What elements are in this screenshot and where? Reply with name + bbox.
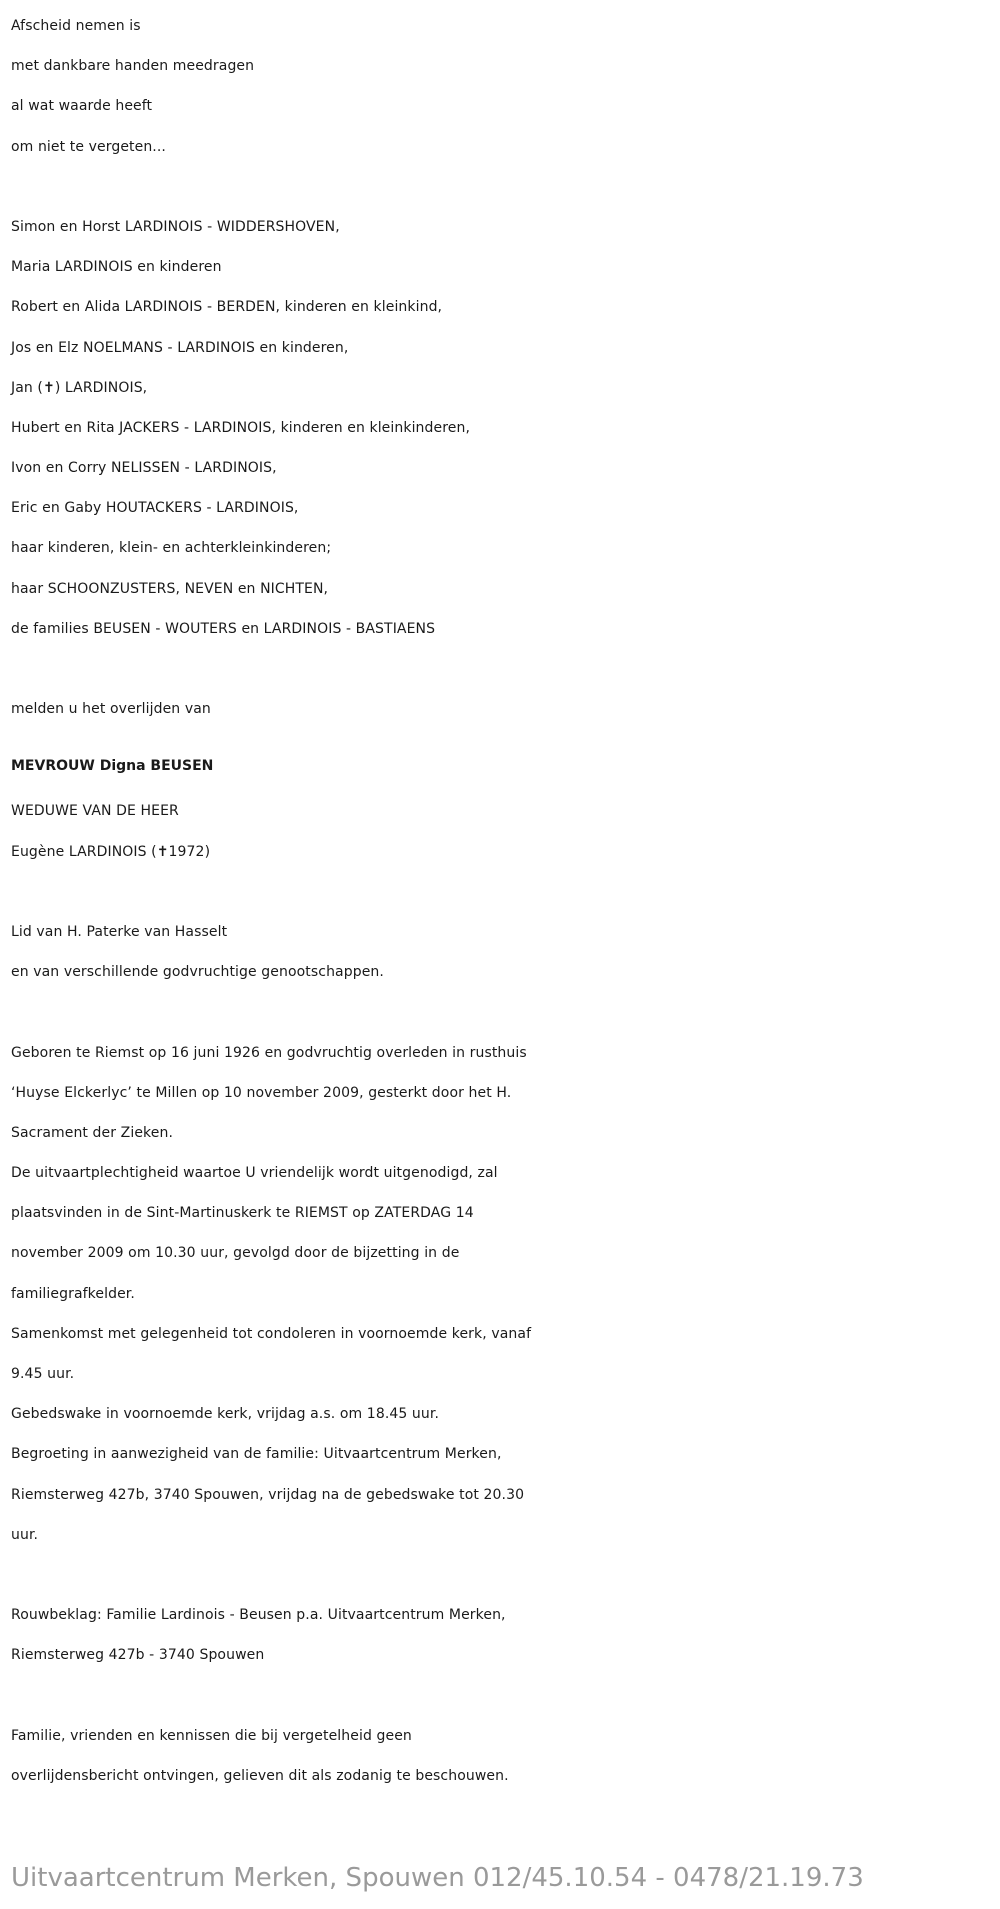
family-line: Robert en Alida LARDINOIS - BERDEN, kinderen en kleinkind, bbox=[11, 299, 443, 316]
membership-line: en van verschillende godvruchtige genootschappen. bbox=[11, 964, 384, 981]
membership-line: Lid van H. Paterke van Hasselt bbox=[11, 923, 228, 940]
family-line: haar SCHOONZUSTERS, NEVEN en NICHTEN, bbox=[11, 580, 329, 597]
family-line: Jan (✝) LARDINOIS, bbox=[11, 379, 148, 396]
condolence-line: Riemsterweg 427b - 3740 Spouwen bbox=[11, 1647, 265, 1664]
family-line: Simon en Horst LARDINOIS - WIDDERSHOVEN, bbox=[11, 218, 340, 235]
details-line: Sacrament der Zieken. bbox=[11, 1124, 174, 1141]
notice-line: overlijdensbericht ontvingen, gelieven dit als zodanig te beschouwen. bbox=[11, 1767, 509, 1784]
notice-block bbox=[11, 1716, 996, 1796]
condolence-block bbox=[11, 1595, 996, 1675]
notice-line: Familie, vrienden en kennissen die bij vergetelheid geen bbox=[11, 1727, 412, 1744]
details-block bbox=[11, 1033, 996, 1555]
details-line: Samenkomst met gelegenheid tot condoleren in voornoemde kerk, vanaf bbox=[11, 1325, 532, 1342]
details-line: 9.45 uur. bbox=[11, 1366, 75, 1382]
family-line: Maria LARDINOIS en kinderen bbox=[11, 259, 222, 276]
spacer bbox=[11, 1676, 996, 1716]
family-line: Eric en Gaby HOUTACKERS - LARDINOIS, bbox=[11, 500, 299, 517]
family-line: Ivon en Corry NELISSEN - LARDINOIS, bbox=[11, 460, 277, 477]
details-line: De uitvaartplechtigheid waartoe U vriendelijk wordt uitgenodigd, zal bbox=[11, 1165, 498, 1182]
spacer bbox=[11, 167, 996, 207]
spacer bbox=[11, 649, 996, 689]
poem-block bbox=[11, 6, 996, 167]
details-line: Geboren te Riemst op 16 juni 1926 en godvruchtig overleden in rusthuis bbox=[11, 1044, 527, 1061]
poem-line: met dankbare handen meedragen bbox=[11, 58, 255, 75]
announcement-text: melden u het overlijden van bbox=[11, 701, 211, 718]
family-line: de families BEUSEN - WOUTERS en LARDINOIS - BASTIAENS bbox=[11, 620, 436, 637]
membership-block bbox=[11, 912, 996, 992]
family-line: Hubert en Rita JACKERS - LARDINOIS, kinderen en kleinkinderen, bbox=[11, 419, 471, 436]
poem-line: al wat waarde heeft bbox=[11, 98, 153, 115]
spacer bbox=[11, 992, 996, 1032]
details-line: Begroeting in aanwezigheid van de familie: Uitvaartcentrum Merken, bbox=[11, 1446, 502, 1463]
obituary-notice bbox=[11, 6, 996, 1796]
details-line: Gebedswake in voornoemde kerk, vrijdag a.s. om 18.45 uur. bbox=[11, 1406, 440, 1423]
spouse-line: Eugène LARDINOIS (✝1972) bbox=[11, 843, 211, 860]
details-line: ‘Huyse Elckerlyc’ te Millen op 10 november 2009, gesterkt door het H. bbox=[11, 1084, 512, 1101]
spacer bbox=[11, 872, 996, 912]
family-line: Jos en Elz NOELMANS - LARDINOIS en kinderen, bbox=[11, 339, 349, 356]
details-line: familiegrafkelder. bbox=[11, 1285, 135, 1302]
details-line: plaatsvinden in de Sint-Martinuskerk te RIEMST op ZATERDAG 14 bbox=[11, 1205, 474, 1222]
deceased-name: MEVROUW Digna BEUSEN bbox=[11, 758, 214, 775]
family-line: haar kinderen, klein- en achterkleinkinderen; bbox=[11, 540, 332, 557]
spacer bbox=[11, 1555, 996, 1595]
widow-line: WEDUWE VAN DE HEER bbox=[11, 803, 179, 820]
details-line: Riemsterweg 427b, 3740 Spouwen, vrijdag na de gebedswake tot 20.30 bbox=[11, 1486, 525, 1503]
poem-line: om niet te vergeten... bbox=[11, 138, 166, 155]
details-line: uur. bbox=[11, 1526, 39, 1543]
details-line: november 2009 om 10.30 uur, gevolgd door de bijzetting in de bbox=[11, 1245, 460, 1262]
poem-line: Afscheid nemen is bbox=[11, 18, 141, 34]
funeral-home-footer: Uitvaartcentrum Merken, Spouwen 012/45.10.54 - 0478/21.19.73 bbox=[11, 1863, 864, 1893]
condolence-line: Rouwbeklag: Familie Lardinois - Beusen p.a. Uitvaartcentrum Merken, bbox=[11, 1607, 506, 1624]
family-list bbox=[11, 207, 996, 649]
